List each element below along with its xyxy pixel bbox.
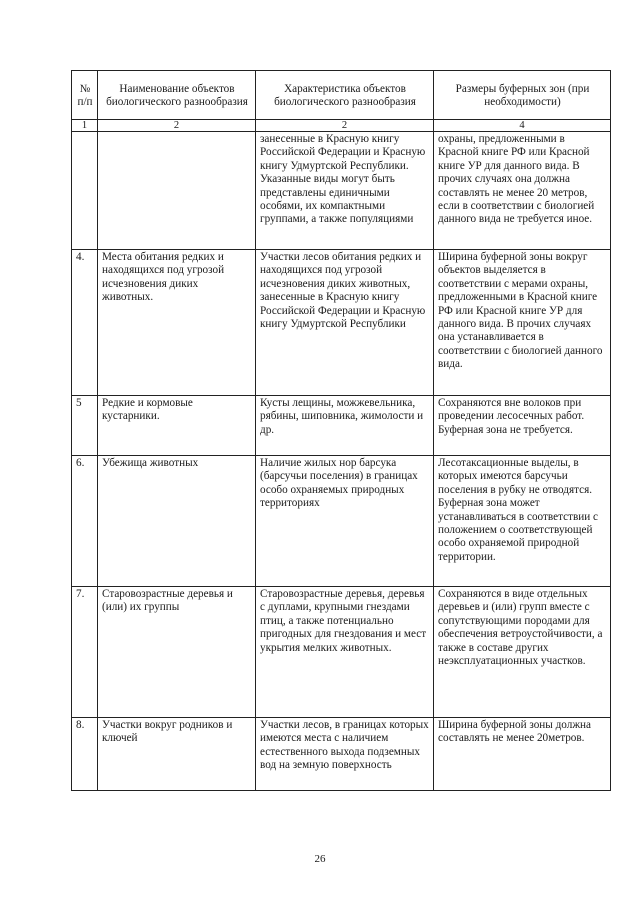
row-characteristic: занесенные в Красную книгу Российской Федерации и Красную книгу Удмуртской Республики. Указанные виды могут быть представлены единичными особями, их компактными группами, а также популяциями <box>256 132 434 250</box>
row-buffer-size: Лесотаксационные выделы, в которых имеются барсучьи поселения в рубку не отводятся. Буферная зона может устанавливаться в соответствии с положением о соответствующей особо охраняемой природной территории. <box>434 456 611 587</box>
row-buffer-size: охраны, предложенными в Красной книге РФ или Красной книге УР для данного вида. В прочих случаях она должна составлять не менее 20 метров, если в соответствии с биологией данного вида не требуется иное. <box>434 132 611 250</box>
table-header-row <box>72 71 611 120</box>
row-characteristic: Участки лесов, в границах которых имеются места с наличием естественного выхода подземных вод на земную поверхность <box>256 718 434 791</box>
row-number: 8. <box>72 718 98 791</box>
column-number: 2 <box>98 120 256 132</box>
row-characteristic: Старовозрастные деревья, деревья с дуплами, крупными гнездами птиц, а также потенциально пригодных для гнездования и мест укрытия мелких животных. <box>256 587 434 718</box>
column-number: 4 <box>434 120 611 132</box>
row-buffer-size: Ширина буферной зоны должна составлять не менее 20метров. <box>434 718 611 791</box>
row-number: 4. <box>72 250 98 396</box>
row-characteristic: Участки лесов обитания редких и находящихся под угрозой исчезновения диких животных, занесенные в Красную книгу Российской Федерации и Красную книгу Удмуртской Республики <box>256 250 434 396</box>
row-buffer-size: Сохраняются вне волоков при проведении лесосечных работ. Буферная зона не требуется. <box>434 396 611 456</box>
column-number-row <box>72 120 611 132</box>
column-number: 1 <box>72 120 98 132</box>
table-row <box>72 396 611 456</box>
row-characteristic: Наличие жилых нор барсука (барсучьи поселения) в границах особо охраняемых природных территориях <box>256 456 434 587</box>
table-row <box>72 250 611 396</box>
row-number: 5 <box>72 396 98 456</box>
header-number: № п/п <box>72 71 98 120</box>
row-buffer-size: Сохраняются в виде отдельных деревьев и (или) групп вместе с сопутствующими породами для обеспечения ветроустойчивости, а также в составе других неэксплуатационных участков. <box>434 587 611 718</box>
table-row <box>72 132 611 250</box>
table-row <box>72 718 611 791</box>
row-object-name: Места обитания редких и находящихся под угрозой исчезновения диких животных. <box>98 250 256 396</box>
header-buffer-size: Размеры буферных зон (при необходимости) <box>434 71 611 120</box>
row-object-name: Старовозрастные деревья и (или) их группы <box>98 587 256 718</box>
row-number <box>72 132 98 250</box>
row-object-name: Убежища животных <box>98 456 256 587</box>
header-characteristic: Характеристика объектов биологического разнообразия <box>256 71 434 120</box>
row-object-name: Редкие и кормовые кустарники. <box>98 396 256 456</box>
header-object-name: Наименование объектов биологического разнообразия <box>98 71 256 120</box>
biodiversity-table <box>71 70 611 791</box>
row-buffer-size: Ширина буферной зоны вокруг объектов выделяется в соответствии с мерами охраны, предложенными в Красной книге РФ или Красной книге УР для данного вида. В прочих случаях она устанавливается в соответствии с биологией данного вида. <box>434 250 611 396</box>
table-row <box>72 587 611 718</box>
table-row <box>72 456 611 587</box>
column-number: 2 <box>256 120 434 132</box>
page-number: 26 <box>314 853 326 865</box>
row-number: 7. <box>72 587 98 718</box>
row-object-name: Участки вокруг родников и ключей <box>98 718 256 791</box>
row-number: 6. <box>72 456 98 587</box>
row-object-name <box>98 132 256 250</box>
row-characteristic: Кусты лещины, можжевельника, рябины, шиповника, жимолости и др. <box>256 396 434 456</box>
